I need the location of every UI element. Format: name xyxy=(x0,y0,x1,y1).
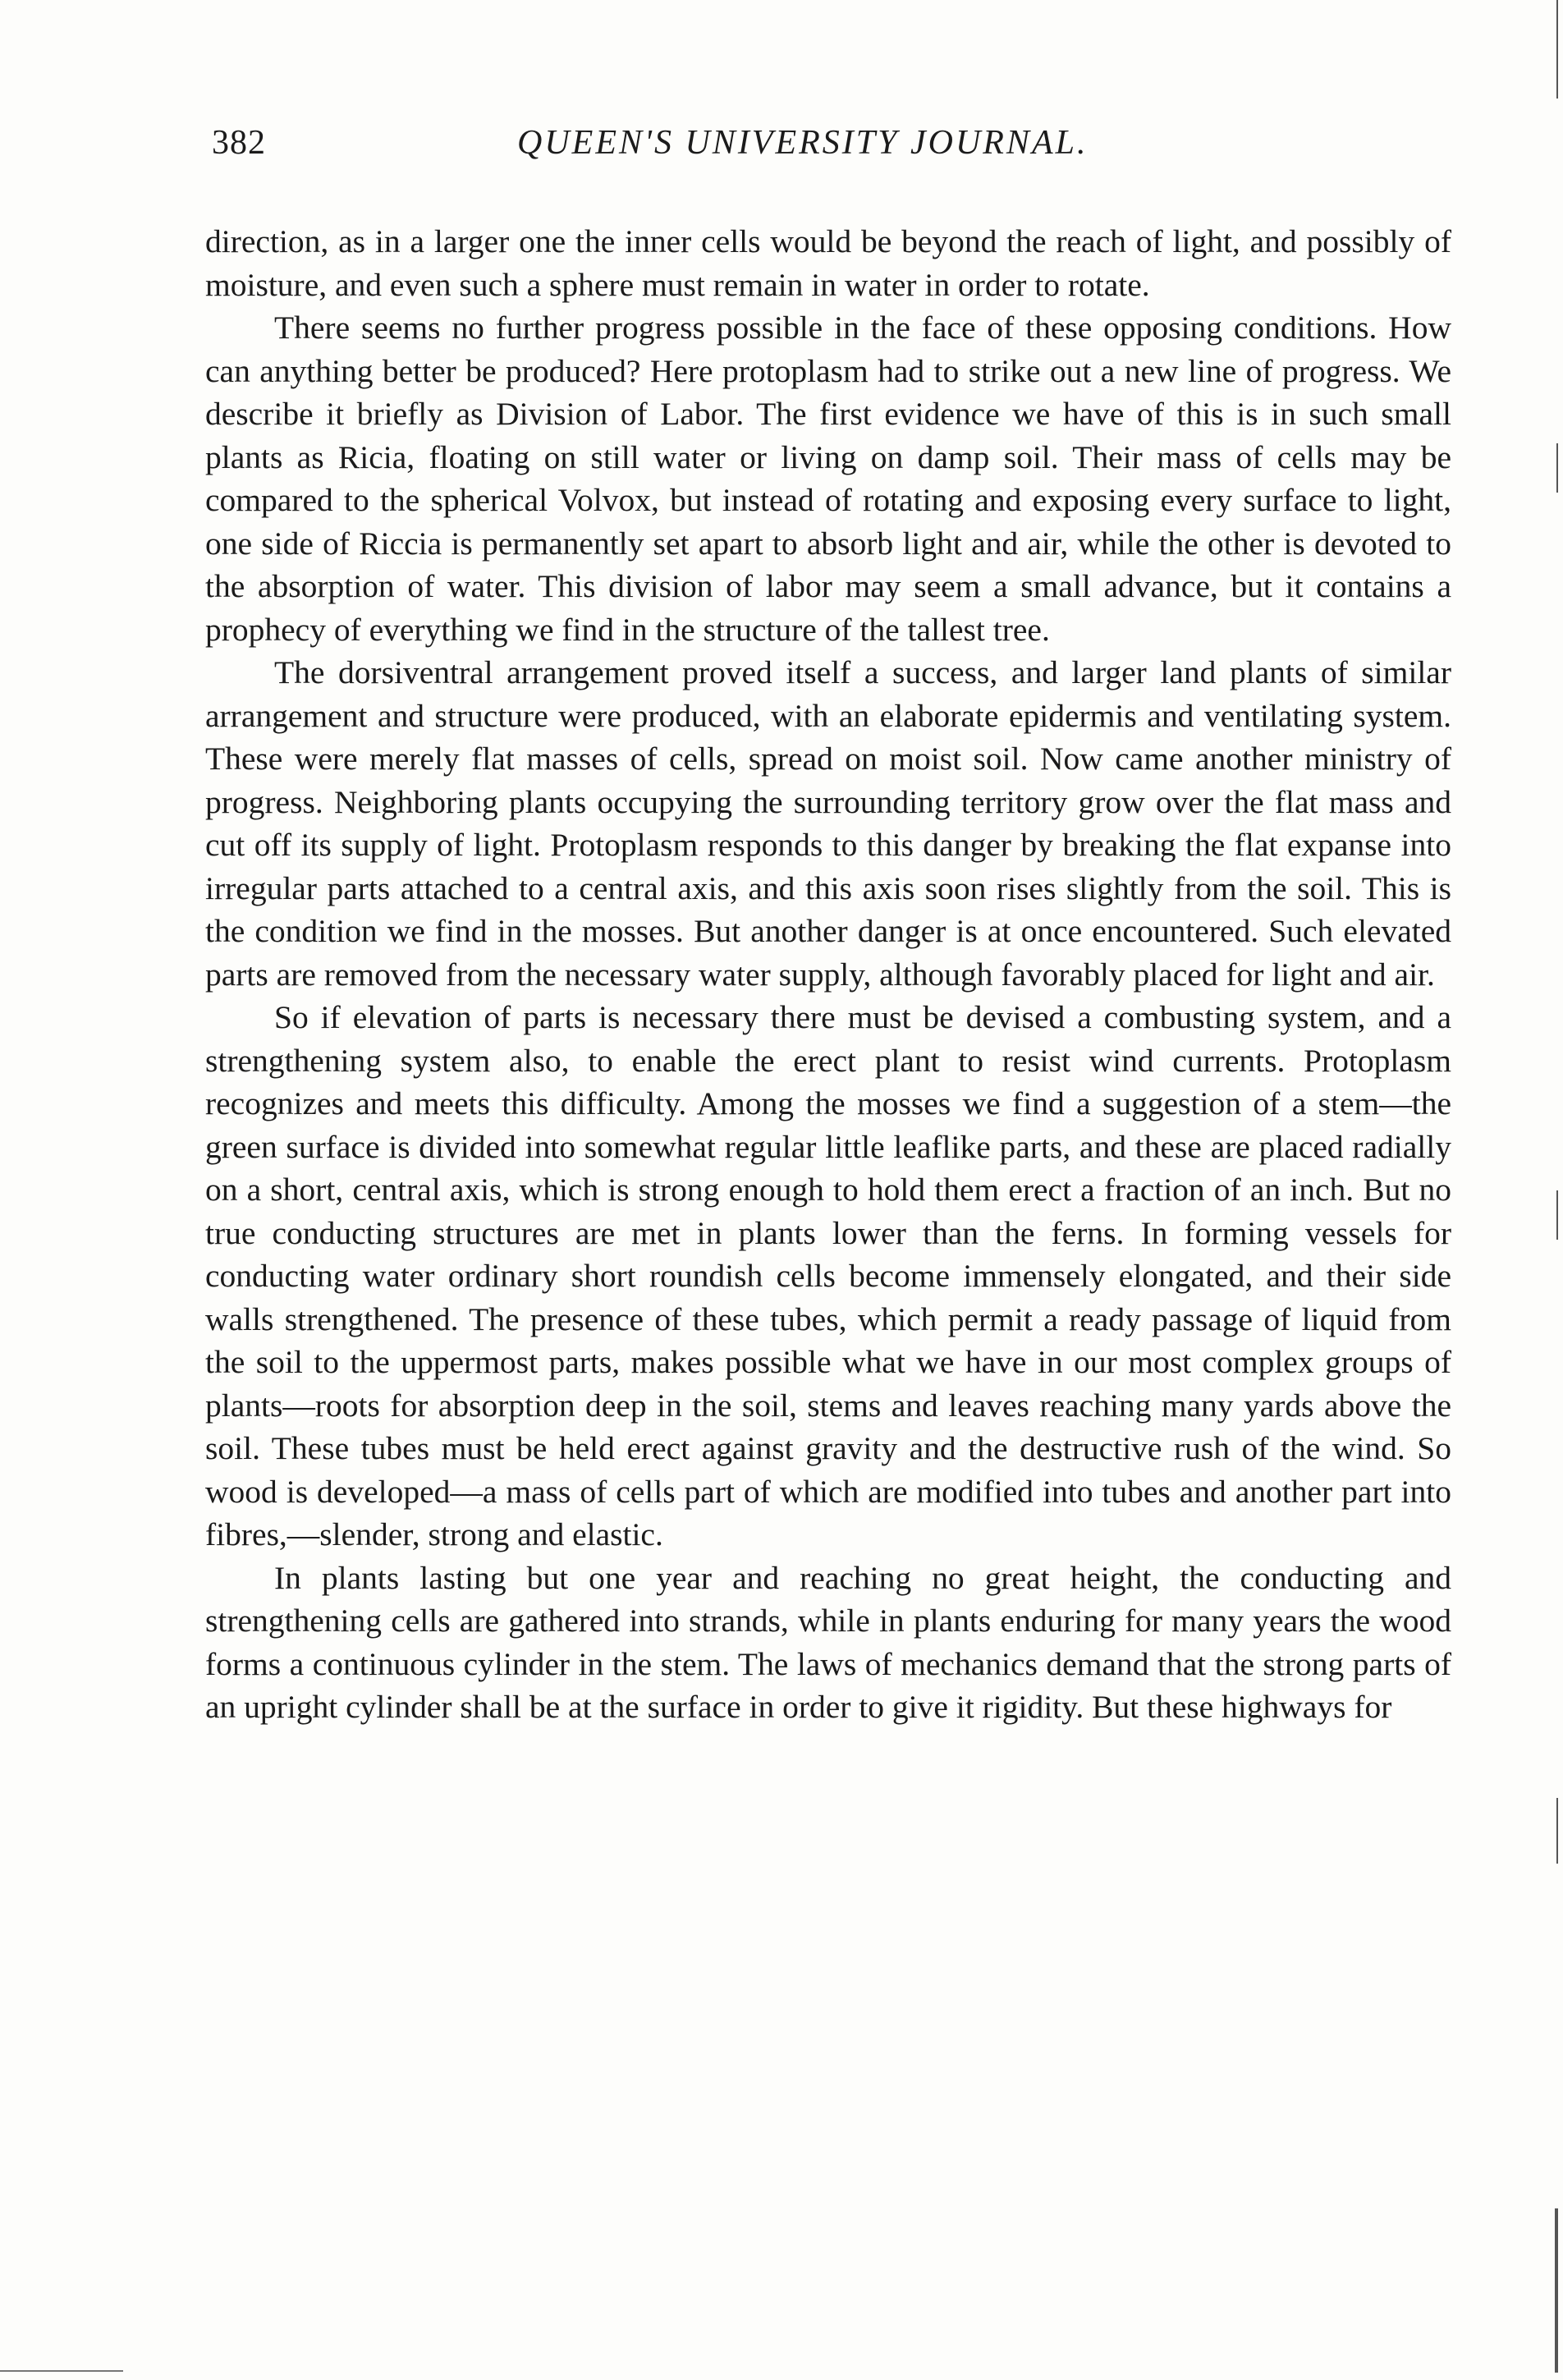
paragraph: In plants lasting but one year and reaching no great height, the conducting and strengthening cells are gathered into strands, while in plants enduring for many years the wood forms a continuous cylinder in the stem. The laws of mechanics demand that the strong parts of an upright cylinder shall be at the surface in order to give it rigidity. But these highways for xyxy=(205,1559,1451,1725)
page-header xyxy=(212,123,1460,181)
running-title: QUEEN'S UNIVERSITY JOURNAL. xyxy=(517,124,1089,162)
paragraph: direction, as in a larger one the inner cells would be beyond the reach of light, and possibly of moisture, and even such a sphere must remain in water in order to rotate. xyxy=(205,223,1451,303)
article-body xyxy=(205,220,1451,1729)
page-number: 382 xyxy=(212,124,266,162)
page-edge-line xyxy=(1556,1190,1558,1240)
paragraph: The dorsiventral arrangement proved itself a success, and larger land plants of similar arrangement and structure were produced, with an elaborate epidermis and ventilating system. These were merely flat masses of cells, spread on moist soil. Now came another ministry of progress. Neighboring plants occupying the surrounding territory grow over the flat mass and cut off its supply of light. Protoplasm responds to this danger by breaking the flat expanse into irregular parts attached to a central axis, and this axis soon rises slightly from the soil. This is the condition we find in the mosses. But another danger is at once encountered. Such elevated parts are removed from the necessary water supply, although favorably placed for light and air. xyxy=(205,654,1451,993)
bottom-rule xyxy=(0,2370,123,2372)
page-edge-line xyxy=(1555,2208,1558,2373)
paragraph: There seems no further progress possible in the face of these opposing conditions. How can anything better be produced? Here protoplasm had to strike out a new line of progress. We describe it briefly as Division of Labor. The first evidence we have of this is in such small plants as Ricia, floating on still water or living on damp soil. Their mass of cells may be compared to the spherical Volvox, but instead of rotating and exposing every surface to light, one side of Riccia is permanently set apart to absorb light and air, while the other is devoted to the absorption of water. This division of labor may seem a small advance, but it contains a prophecy of everything we find in the structure of the tallest tree. xyxy=(205,310,1451,648)
page-edge-line xyxy=(1556,443,1558,493)
paragraph: So if elevation of parts is necessary there must be devised a combusting system, and a strengthening system also, to enable the erect plant to resist wind currents. Protoplasm recognizes and meets this difficulty. Among the mosses we find a suggestion of a stem—the green surface is divided into somewhat regular little leaflike parts, and these are placed radially on a short, central axis, which is strong enough to hold them erect a fraction of an inch. But no true conducting structures are met in plants lower than the ferns. In forming vessels for conducting water ordinary short roundish cells become immensely elongated, and their side walls strengthened. The presence of these tubes, which permit a ready passage of liquid from the soil to the uppermost parts, makes possible what we have in our most complex groups of plants—roots for absorption deep in the soil, stems and leaves reaching many yards above the soil. These tubes must be held erect against gravity and the destructive rush of the wind. So wood is developed—a mass of cells part of which are modified into tubes and another part into fibres,—slender, strong and elastic. xyxy=(205,999,1451,1552)
page-edge-line xyxy=(1556,0,1558,99)
page-edge-line xyxy=(1556,1798,1558,1864)
